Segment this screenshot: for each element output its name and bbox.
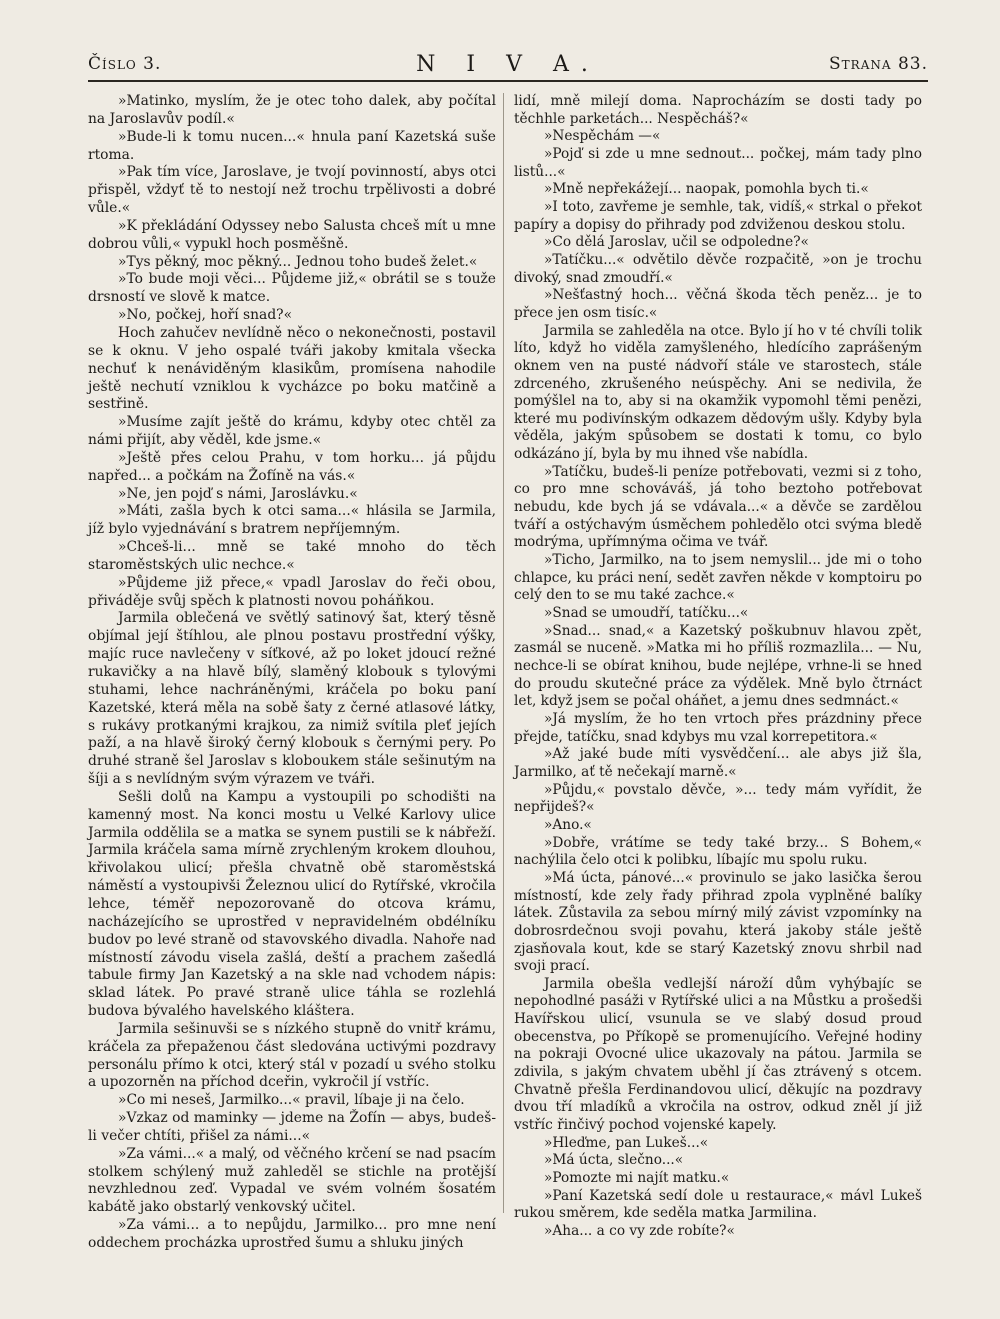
- paragraph: Hoch zahučev nevlídně něco o nekonečnosti, postavil se k oknu. V jeho ospalé tváři jakoby kmitala všecka nechuť k nenáviděným klasikům, promísena nahodile ještě nechutí vzniklou k vycházce po boku matčině a sestřině.: [88, 324, 496, 413]
- paragraph: »Má úcta, pánové...« provinulo se jako lasička šerou místností, kde zely řady přihrad zpola vyplněné balíky látek. Zůstavila za sebou mírný milý závist vzpomínky na dobrosrdečnou svoji povahu, která jakoby stále ještě zjasňovala kout, kde se starý Kazetský znovu shrbil nad svoji prací.: [514, 869, 922, 975]
- paragraph: »Ne, jen pojď s námi, Jaroslávku.«: [118, 485, 358, 502]
- paragraph: Jarmila oblečená ve světlý satinový šat, který těsně objímal její štíhlou, ale plnou postavu prostřední výšky, majíc ruce navlečeny v síťkové, až po loket jdoucí režné rukavičky a na hlavě bílý, slaměný klobouk s tylovými stuhami, lehce nachráněnými, kráčela po boku paní Kazetské, která měla na sobě šaty z černé atlasové látky, s rukávy protkanými krajkou, za nimiž svítila pleť jejích paží, a na hlavě široký černý klobouk s černými pery. Po druhé straně šel Jaroslav s kloboukem stále sešinutým na šíji a s nevlídným svým výrazem ve tváři.: [88, 610, 496, 788]
- paragraph: »Vzkaz od maminky — jdeme na Žofín — abys, budeš-li večer chtíti, přišel za námi...«: [88, 1110, 496, 1144]
- paragraph: »Ještě přes celou Prahu, v tom horku... já půjdu napřed... a počkám na Žofíně na vás.«: [88, 449, 496, 484]
- paragraph: »Až jaké bude míti vysvědčení... ale abys již šla, Jarmilko, ať tě nečekají marně.«: [514, 746, 922, 780]
- paragraph: »Aha... a co vy zde robíte?«: [544, 1223, 735, 1239]
- paragraph: »Pak tím více, Jaroslave, je tvojí povinností, abys otci přispěl, vždyť tě to nestojí než trochu trpělivosti a dobré vůle.«: [88, 164, 496, 217]
- paragraph: Jarmila obešla vedlejší nároží dům vyhýbajíc se nepohodlné pasáži v Rytířské ulici a na Můstku a prošedši Havířskou ulicí, vsunula se ve slabý dosud proud obecenstva, po Příkopě se promenujícího. Veřejné hodiny na pokraji Ovocné ulice ukazovaly na pátou. Jarmila se zdivila, s jakým chvatem uběhl jí čas ztrávený s otcem. Chvatně přešla Ferdinandovou ulicí, děkujíc na pozdravy dvou tří mladíků a vkročila na ostrov, odkud zněl jí již vstříc řinčivý pochod vojenské kapely.: [514, 975, 922, 1134]
- paragraph: »Za vámi... a to nepůjdu, Jarmilko... pro mne není oddechem procházka uprostřed šumu a shluku jiných: [88, 1217, 496, 1251]
- paragraph: Jarmila se zahleděla na otce. Bylo jí ho v té chvíli tolik líto, když ho viděla zamyšleného, hledícího zaprášeným oknem ven na pusté nádvoří stále ve starostech, stále zdrceného, zkrušeného neúspěchy. Ani se nedivila, že pomýšlel na to, aby si na okamžik vypomohl těmi penězi, které mu podivínským odkazem dědovým ušly. Kdyby byla věděla, jakým spůsobem se dostati k tomu, co bylo odkázáno jí, byla by mu ihned vše nabídla.: [514, 322, 922, 463]
- paragraph: »Tys pěkný, moc pěkný... Jednou toho budeš želet.«: [118, 253, 478, 270]
- paragraph: »Tatíčku...« odvětilo děvče rozpačitě, »on je trochu divoký, snad zmoudří.«: [514, 251, 922, 286]
- paragraph: »Ticho, Jarmilko, na to jsem nemyslil... jde mi o toho chlapce, ku práci není, sedět zavřen někde v komptoiru po celý den to se mu také zachce.«: [514, 552, 922, 604]
- paragraph: »Já myslím, že ho ten vrtoch přes prázdniny přece přejde, tatíčku, snad kdybys mu vzal korrepetitora.«: [514, 710, 922, 745]
- paragraph: »Hleďme, pan Lukeš...«: [544, 1134, 709, 1151]
- paragraph: »K překládání Odyssey nebo Salusta chceš mít u mne dobrou vůli,« vypukl hoch posměšně.: [88, 217, 496, 252]
- paragraph: »Půjdu,« povstalo děvče, »... tedy mám vyřídit, že nepřijdeš?«: [514, 781, 922, 816]
- right-column: [514, 93, 922, 1241]
- paragraph: »Paní Kazetská sedí dole u restaurace,« mávl Lukeš rukou směrem, kde seděla matka Jarmilina.: [514, 1187, 922, 1222]
- column-divider: [503, 93, 504, 1213]
- left-column: [88, 93, 496, 1253]
- header-rule: [88, 80, 928, 82]
- paragraph: »Půjdeme již přece,« vpadl Jaroslav do řeči obou, přiváděje svůj spěch k platnosti novou poháňkou.: [88, 574, 496, 609]
- paragraph: »Dobře, vrátíme se tedy také brzy... S Bohem,« nachýlila čelo otci k polibku, líbajíc mu spolu ruku.: [514, 834, 922, 869]
- paragraph: »Matinko, myslím, že je otec toho dalek, aby počítal na Jaroslavův podíl.«: [88, 93, 496, 127]
- paragraph: »Za vámi...« a malý, od věčného krčení se nad psacím stolkem schýlený muž zahleděl se stichle na protější nevzhlednou zeď. Vypadal ve svém volném šosatém kabátě jako obstarlý venkovský učitel.: [88, 1145, 496, 1216]
- paragraph: »Pojď si zde u mne sednout... počkej, mám tady plno listů...«: [514, 145, 922, 180]
- paragraph: »Musíme zajít ještě do krámu, kdyby otec chtěl za námi přijít, aby věděl, kde jsme.«: [88, 414, 496, 449]
- paragraph: »Ano.«: [544, 816, 592, 833]
- paragraph: »Má úcta, slečno...«: [544, 1152, 684, 1169]
- issue-number: Číslo 3.: [88, 54, 162, 74]
- paragraph: Jarmila sešinuvši se s nízkého stupně do vnitř krámu, kráčela za přepaženou část sledována uctivými pozdravy personálu přímo k otci, který stál v pozadí u svého stolku a upozorněn na příchod dceřin, vykročil jí vstříc.: [88, 1020, 496, 1091]
- paragraph: »Chceš-li... mně se také mnoho do těch staroměstských ulic nechce.«: [88, 539, 496, 573]
- paragraph: »Mně nepřekážejí... naopak, pomohla bych ti.«: [544, 181, 869, 198]
- paragraph: »Nespěchám —«: [544, 128, 661, 145]
- page-header: [88, 52, 928, 82]
- paragraph: »Nešťastný hoch... věčná škoda těch peněz... je to přece jen osm tisíc.«: [514, 287, 922, 321]
- paragraph: »Snad se umoudří, tatíčku...«: [544, 605, 749, 622]
- magazine-title: N I V A.: [416, 52, 600, 77]
- paragraph: Sešli dolů na Kampu a vystoupili po schodišti na kamenný most. Na konci mostu u Velké Karlovy ulice Jarmila oddělila se a matka se synem pustili se k nábřeží. Jarmila kráčela sama mírně zrychleným krokem dlouhou, křivolakou ulicí; přešla chvatně obě staroměstská náměstí a vystoupivši Železnou ulicí do Rytířské, vkročila lehce, téměř nepozorovaně do otcova krámu, nacházejícího se uprostřed v nepravidelném obdélníku budov po levé straně od stavovského divadla. Nahoře nad místností závodu visela zašlá, deští a prachem zašedlá tabule firmy Jan Kazetský a na skle nad vchodem nápis: sklad látek. Po pravé straně ulice táhla se rozlehlá budova bývalého havelského kláštera.: [88, 788, 496, 1020]
- paragraph: »Pomozte mi najít matku.«: [544, 1170, 730, 1187]
- page-number: Strana 83.: [829, 54, 928, 74]
- paragraph: »To bude moji věci... Půjdeme již,« obrátil se s touže drsností ve slově k matce.: [88, 271, 496, 306]
- paragraph: lidí, mně milejí doma. Naprocházím se dosti tady po těchhle parketách... Nespěcháš?«: [514, 93, 922, 127]
- paragraph: »No, počkej, hoří snad?«: [118, 307, 293, 324]
- paragraph: »Snad... snad,« a Kazetský poškubnuv hlavou zpět, zasmál se nuceně. »Matka mi ho příliš rozmazlila... — Nu, nechce-li se obírat knihou, bude nejlépe, vrhne-li se hned do proudu skutečné práce za výdělek. Mně bylo čtrnáct let, když jsem se počal oháňet, a jemu dnes sedmnáct.«: [514, 622, 922, 710]
- paragraph: »Co dělá Jaroslav, učil se odpoledne?«: [544, 234, 809, 251]
- paragraph: »Bude-li k tomu nucen...« hnula paní Kazetská suše rtoma.: [88, 128, 496, 163]
- paragraph: »I toto, zavřeme je semhle, tak, vidíš,« strkal o překot papíry a dopisy do přihrady pod zdviženou deskou stolu.: [514, 198, 922, 233]
- paragraph: »Co mi neseš, Jarmilko...« pravil, líbaje ji na čelo.: [118, 1092, 465, 1109]
- paragraph: »Máti, zašla bych k otci sama...« hlásila se Jarmila, jíž bylo vyjednávání s bratrem nepříjemným.: [88, 503, 496, 538]
- paragraph: »Tatíčku, budeš-li peníze potřebovati, vezmi si z toho, co pro mne schováváš, já toho beztoho potřebovat nebudu, kde bych já se vdávala...« a děvče se zardělou tváří a ostýchavým úsměchem pohledělo otci svýma bledě modrýma, upřímnýma očima ve tvář.: [514, 463, 922, 551]
